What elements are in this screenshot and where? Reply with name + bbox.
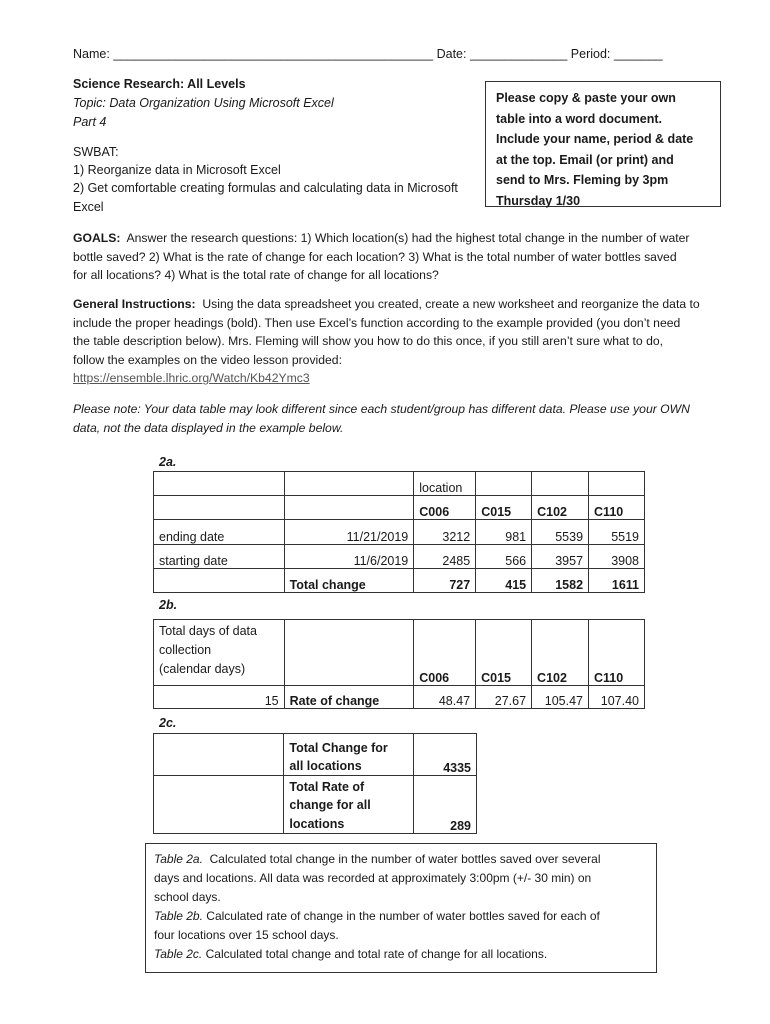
table-2b-label: 2b. [159, 598, 178, 612]
location-header: location [414, 472, 476, 496]
location-code: C110 [589, 496, 645, 520]
ending-date-label: ending date [154, 520, 285, 545]
table-cell [284, 620, 414, 686]
location-code: C006 [414, 620, 476, 686]
total-days-text: collection [159, 643, 212, 657]
total-change-value: 1611 [589, 569, 645, 593]
table-cell [154, 776, 284, 834]
date-blank[interactable]: ______________ [469, 47, 568, 61]
caption-text: Calculated total change and total rate of change for all locations. [205, 947, 548, 961]
table-2c-label: 2c. [159, 716, 177, 730]
starting-value: 2485 [414, 545, 476, 569]
goals-paragraph [73, 229, 723, 285]
callout-line: send to Mrs. Fleming by 3pm [496, 173, 669, 187]
total-rate-all-text: change for all [289, 798, 371, 812]
total-days-label [154, 620, 285, 686]
date-label: Date: [436, 47, 467, 61]
objective-2a: 2) Get comfortable creating formulas and calculating data in Microsoft [73, 181, 458, 195]
starting-value: 3957 [532, 545, 589, 569]
location-code: C015 [476, 620, 532, 686]
location-code: C006 [414, 496, 476, 520]
caption-label: Table 2c. [154, 947, 203, 961]
ending-date: 11/21/2019 [284, 520, 414, 545]
table-cell [154, 569, 285, 593]
swbat-label: SWBAT: [73, 145, 119, 159]
total-change-value: 1582 [532, 569, 589, 593]
ending-value: 981 [476, 520, 532, 545]
course-title: Science Research: All Levels [73, 77, 246, 91]
period-blank[interactable]: _______ [613, 47, 663, 61]
table-cell [284, 496, 414, 520]
table-cell [476, 472, 532, 496]
location-code: C102 [532, 496, 589, 520]
caption-label: Table 2b. [154, 909, 203, 923]
instructions-text: the table description below). Mrs. Fleming will show you how to do this once, if you still aren’t sure what to do, [73, 334, 664, 349]
video-lesson-link[interactable]: https://ensemble.lhric.org/Watch/Kb42Ymc3 [73, 371, 310, 386]
total-rate-all-label [284, 776, 414, 834]
name-label: Name: [73, 47, 110, 61]
table-2a [153, 471, 645, 593]
callout-line: table into a word document. [496, 111, 662, 126]
table-cell [154, 496, 285, 520]
callout-line: Include your name, period & date [496, 132, 694, 146]
instructions-label: General Instructions: [73, 297, 196, 311]
instructions-text: include the proper headings (bold). Then use Excel’s function according to the example provided (you don’t need [73, 315, 681, 330]
rate-value: 48.47 [414, 686, 476, 709]
callout-line: Please copy & paste your own [496, 91, 676, 105]
total-days-value: 15 [154, 686, 285, 709]
goals-label: GOALS: [73, 231, 121, 245]
total-change-all-text: Total Change for [289, 741, 388, 755]
goals-text: Answer the research questions: 1) Which location(s) had the highest total change in the number of water [126, 231, 690, 245]
objective-1: 1) Reorganize data in Microsoft Excel [73, 163, 281, 177]
caption-text: Calculated total change in the number of water bottles saved over several [209, 852, 601, 866]
table-cell [589, 472, 645, 496]
table-cell [154, 472, 285, 496]
table-cell [154, 734, 284, 776]
location-code: C102 [532, 620, 589, 686]
table-cell [284, 472, 414, 496]
total-days-text: Total days of data [159, 624, 257, 638]
starting-date: 11/6/2019 [284, 545, 414, 569]
rate-of-change-label: Rate of change [284, 686, 414, 709]
total-rate-all-text: locations [289, 816, 345, 831]
table-2c [153, 733, 477, 834]
starting-date-label: starting date [154, 545, 285, 569]
table-caption-box [145, 843, 657, 973]
total-change-value: 727 [414, 569, 476, 593]
goals-text: for all locations? 4) What is the total rate of change for all locations? [73, 268, 439, 283]
rate-value: 107.40 [589, 686, 645, 709]
instructions-text: Using the data spreadsheet you created, create a new worksheet and reorganize the data to [202, 297, 700, 311]
ending-value: 5539 [532, 520, 589, 545]
period-label: Period: [570, 47, 611, 61]
total-days-text: (calendar days) [159, 662, 246, 676]
caption-text: four locations over 15 school days. [154, 928, 339, 942]
ending-value: 5519 [589, 520, 645, 545]
caption-text: school days. [154, 890, 221, 904]
callout-line: at the top. Email (or print) and [496, 152, 674, 167]
part: Part 4 [73, 115, 107, 129]
ending-value: 3212 [414, 520, 476, 545]
total-change-all-value: 4335 [414, 734, 477, 776]
note-paragraph [73, 400, 723, 437]
caption-text: Calculated rate of change in the number of water bottles saved for each of [206, 909, 600, 923]
callout-line: Thursday 1/30 [496, 193, 581, 208]
instruction-callout [485, 81, 721, 207]
location-code: C015 [476, 496, 532, 520]
table-2a-label: 2a. [159, 455, 177, 469]
goals-text: bottle saved? 2) What is the rate of change for each location? 3) What is the total number of water bottles saved [73, 249, 677, 264]
note-text: Please note: Your data table may look different since each student/group has different data. Please use your OWN [73, 402, 690, 416]
total-change-value: 415 [476, 569, 532, 593]
instructions-paragraph [73, 295, 723, 388]
table-2b [153, 619, 645, 709]
instructions-text: follow the examples on the video lesson provided: [73, 352, 342, 367]
header-line [73, 47, 663, 61]
topic: Topic: Data Organization Using Microsoft Excel [73, 96, 334, 110]
rate-value: 105.47 [532, 686, 589, 709]
total-rate-all-value: 289 [414, 776, 477, 834]
caption-label: Table 2a. [154, 852, 203, 866]
location-code: C110 [589, 620, 645, 686]
total-change-all-text: all locations [289, 759, 362, 773]
rate-value: 27.67 [476, 686, 532, 709]
note-text: data, not the data displayed in the example below. [73, 420, 344, 435]
total-change-label: Total change [284, 569, 414, 593]
name-blank[interactable]: ______________________________________________ [113, 47, 434, 61]
objective-2b: Excel [73, 200, 104, 214]
table-cell [532, 472, 589, 496]
total-change-all-label [284, 734, 414, 776]
starting-value: 3908 [589, 545, 645, 569]
starting-value: 566 [476, 545, 532, 569]
caption-text: days and locations. All data was recorded at approximately 3:00pm (+/- 30 min) on [154, 871, 592, 885]
total-rate-all-text: Total Rate of [289, 779, 365, 794]
